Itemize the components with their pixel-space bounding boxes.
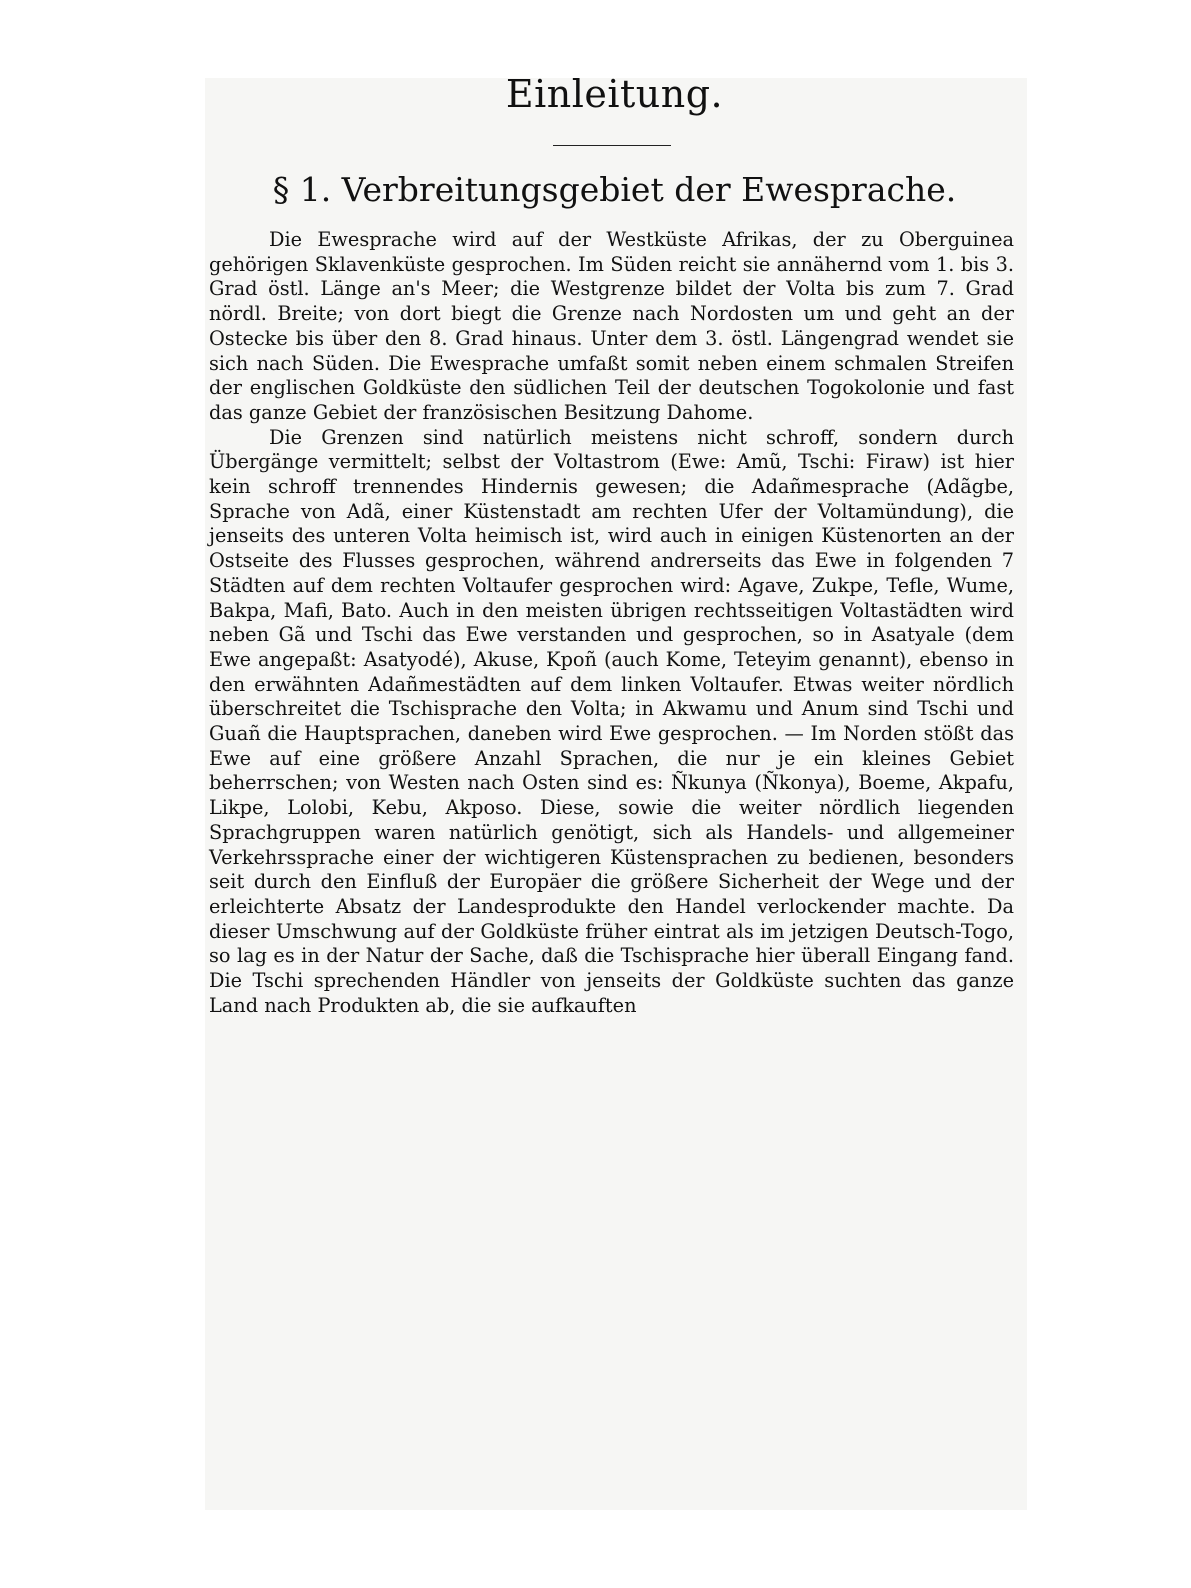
paragraph-2: Die Grenzen sind natürlich meistens nicht schroff, sondern durch Übergänge vermittelt; selbst der Voltastrom (Ewe: Amũ, Tschi: Firaw) ist hier kein schroff trennendes Hindernis gewesen; die Adañmesprache (Adãgbe, Sprache von Adã, einer Küstenstadt am rechten Ufer der Voltamündung), die jenseits des unteren Volta heimisch ist, wird auch in einigen Küstenorten an der Ostseite des Flusses gesprochen, während andrerseits das Ewe in folgenden 7 Städten auf dem rechten Voltaufer gesprochen wird: Agave, Zukpe, Tefle, Wume, Bakpa, Mafi, Bato. Auch in den meisten übrigen rechtsseitigen Voltastädten wird neben Gã und Tschi das Ewe verstanden und gesprochen, so in Asatyale (dem Ewe angepaßt: Asatyodé), Akuse, Kpoñ (auch Kome, Teteyim genannt), ebenso in den erwähnten Adañmestädten auf dem linken Voltaufer. Etwas weiter nördlich überschreitet die Tschisprache den Volta; in Akwamu und Anum sind Tschi und Guañ die Hauptsprachen, daneben wird Ewe gesprochen. — Im Norden stößt das Ewe auf eine größere Anzahl Sprachen, die nur je ein kleines Gebiet beherrschen; von Westen nach Osten sind es: Ñkunya (Ñkonya), Boeme, Akpafu, Likpe, Lolobi, Kebu, Akposo. Diese, sowie die weiter nördlich liegenden Sprachgruppen waren natürlich genötigt, sich als Handels- und allgemeiner Verkehrssprache einer der wichtigeren Küstensprachen zu bedienen, besonders seit durch den Einfluß der Europäer die größere Sicherheit der Wege und der erleichterte Absatz der Landesprodukte den Handel verlockender machte. Da dieser Umschwung auf der Goldküste früher eintrat als im jetzigen Deutsch-Togo, so lag es in der Natur der Sache, daß die Tschisprache hier überall Eingang fand. Die Tschi sprechenden Händler von jenseits der Goldküste suchten das ganze Land nach Produkten ab, die sie aufkauften [209, 425, 1014, 1017]
body-text [209, 228, 1014, 1019]
page-title: Einleitung. [505, 72, 724, 116]
paragraph-1: Die Ewesprache wird auf der Westküste Afrikas, der zu Oberguinea gehörigen Sklavenküste gesprochen. Im Süden reicht sie annähernd vom 1. bis 3. Grad östl. Länge an's Meer; die Westgrenze bildet der Volta bis zum 7. Grad nördl. Breite; von dort biegt die Grenze nach Nordosten um und geht an der Ostecke bis über den 8. Grad hinaus. Unter dem 3. östl. Längengrad wendet sie sich nach Süden. Die Ewesprache umfaßt somit neben einem schmalen Streifen der englischen Goldküste den südlichen Teil der deutschen Togokolonie und fast das ganze Gebiet der französischen Besitzung Dahome. [209, 228, 1014, 424]
section-title: § 1. Verbreitungsgebiet der Ewesprache. [272, 170, 957, 209]
title-divider [553, 145, 671, 146]
